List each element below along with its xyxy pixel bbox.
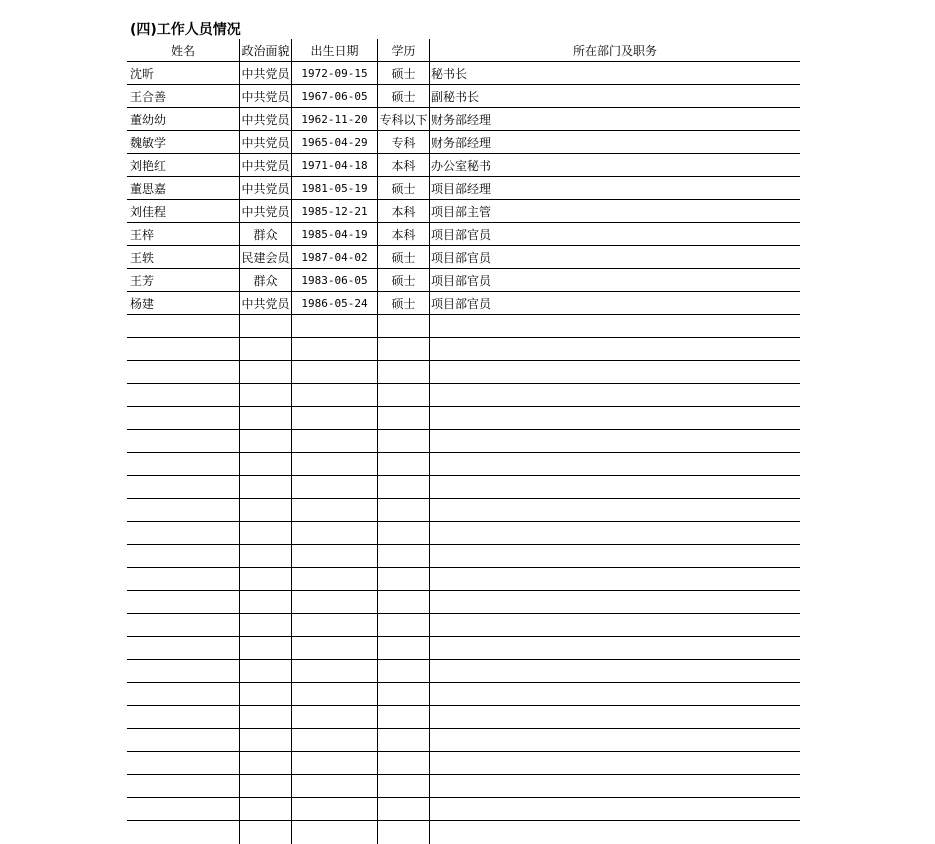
cell-birth [291,614,377,636]
cell-birth [291,430,377,452]
cell-education [377,568,429,590]
cell-political [239,407,291,429]
cell-education [377,752,429,774]
cell-position: 财务部经理 [429,131,800,153]
empty-table-row [127,706,800,729]
table-header-row [127,39,800,62]
cell-position [429,361,800,383]
cell-education [377,430,429,452]
cell-education: 硕士 [377,269,429,291]
cell-position [429,706,800,728]
empty-table-row [127,775,800,798]
cell-birth [291,338,377,360]
cell-name: 王轶 [130,250,155,265]
cell-education: 本科 [377,154,429,176]
table-row [127,292,800,315]
cell-position [429,453,800,475]
cell-political: 中共党员 [239,154,291,176]
cell-position [429,522,800,544]
cell-birth [291,453,377,475]
cell-position [429,430,800,452]
cell-name: 董思嘉 [130,181,167,196]
cell-education [377,499,429,521]
cell-political: 群众 [239,223,291,245]
cell-political [239,821,291,844]
header-name: 姓名 [170,43,195,58]
cell-position: 项目部官员 [429,223,800,245]
cell-education [377,729,429,751]
cell-name: 魏敏学 [130,135,167,150]
cell-name: 刘佳程 [130,204,167,219]
cell-political: 民建会员 [239,246,291,268]
cell-political [239,683,291,705]
cell-birth: 1971-04-18 [291,154,377,176]
cell-birth: 1983-06-05 [291,269,377,291]
table-row [127,131,800,154]
cell-name: 沈昕 [130,66,155,81]
cell-political [239,591,291,613]
cell-birth [291,729,377,751]
cell-name [127,499,239,521]
empty-table-row [127,637,800,660]
empty-table-row [127,545,800,568]
cell-political [239,568,291,590]
empty-table-row [127,384,800,407]
cell-political [239,752,291,774]
empty-table-row [127,591,800,614]
cell-position [429,775,800,797]
cell-birth [291,660,377,682]
cell-birth: 1986-05-24 [291,292,377,314]
empty-table-row [127,499,800,522]
cell-position: 项目部经理 [429,177,800,199]
cell-position [429,476,800,498]
cell-education [377,338,429,360]
cell-birth [291,568,377,590]
cell-political [239,660,291,682]
cell-birth [291,591,377,613]
cell-position [429,798,800,820]
cell-position [429,821,800,844]
empty-table-row [127,430,800,453]
cell-political [239,315,291,337]
cell-name [127,729,239,751]
cell-position: 副秘书长 [429,85,800,107]
cell-name [127,338,239,360]
cell-name [127,384,239,406]
cell-position: 项目部官员 [429,269,800,291]
cell-education [377,361,429,383]
cell-education: 专科 [377,131,429,153]
table-row [127,154,800,177]
empty-table-row [127,752,800,775]
section-title: (四)工作人员情况 [130,22,241,38]
cell-name [127,361,239,383]
empty-table-row [127,568,800,591]
cell-political [239,522,291,544]
cell-birth [291,752,377,774]
cell-birth: 1981-05-19 [291,177,377,199]
cell-name [127,407,239,429]
cell-birth [291,545,377,567]
cell-birth: 1972-09-15 [291,62,377,84]
cell-education [377,476,429,498]
cell-education: 专科以下 [377,108,429,130]
cell-birth [291,821,377,844]
cell-name [127,821,239,844]
cell-name [127,522,239,544]
cell-birth [291,407,377,429]
empty-table-row [127,407,800,430]
cell-name [127,568,239,590]
cell-birth [291,637,377,659]
cell-position [429,407,800,429]
cell-education [377,453,429,475]
cell-birth: 1987-04-02 [291,246,377,268]
cell-political: 中共党员 [239,177,291,199]
cell-political [239,453,291,475]
cell-political [239,775,291,797]
cell-political: 中共党员 [239,62,291,84]
header-position: 所在部门及职务 [429,39,800,61]
cell-birth [291,384,377,406]
cell-education: 本科 [377,200,429,222]
cell-political: 中共党员 [239,131,291,153]
cell-political [239,729,291,751]
cell-name [127,775,239,797]
cell-position [429,660,800,682]
cell-political: 中共党员 [239,292,291,314]
cell-position [429,384,800,406]
cell-political [239,706,291,728]
cell-name: 杨建 [130,296,155,311]
empty-table-row [127,476,800,499]
cell-position: 财务部经理 [429,108,800,130]
cell-position: 项目部主管 [429,200,800,222]
cell-name [127,453,239,475]
cell-political: 群众 [239,269,291,291]
cell-education [377,775,429,797]
cell-political: 中共党员 [239,108,291,130]
cell-birth: 1965-04-29 [291,131,377,153]
cell-name [127,545,239,567]
cell-education [377,315,429,337]
cell-education [377,545,429,567]
table-row [127,85,800,108]
empty-table-row [127,729,800,752]
cell-education [377,660,429,682]
cell-birth: 1985-04-19 [291,223,377,245]
empty-table-row [127,821,800,844]
cell-birth [291,775,377,797]
cell-name: 王合善 [130,89,167,104]
cell-political [239,637,291,659]
cell-name [127,683,239,705]
cell-birth [291,361,377,383]
cell-position [429,729,800,751]
header-political: 政治面貌 [239,39,291,61]
table-row [127,246,800,269]
cell-birth: 1985-12-21 [291,200,377,222]
cell-education [377,821,429,844]
cell-education [377,614,429,636]
cell-name: 刘艳红 [130,158,167,173]
staff-table [127,39,800,844]
table-body [127,62,800,844]
cell-political [239,614,291,636]
cell-education [377,798,429,820]
cell-position: 办公室秘书 [429,154,800,176]
cell-name [127,660,239,682]
cell-name: 王梓 [130,227,155,242]
cell-education [377,706,429,728]
cell-political [239,499,291,521]
table-row [127,200,800,223]
cell-birth [291,522,377,544]
empty-table-row [127,338,800,361]
cell-name [127,798,239,820]
cell-political [239,338,291,360]
cell-position [429,568,800,590]
cell-political [239,798,291,820]
cell-birth: 1967-06-05 [291,85,377,107]
cell-name: 董幼幼 [130,112,167,127]
cell-position: 项目部官员 [429,246,800,268]
cell-education: 本科 [377,223,429,245]
cell-political [239,384,291,406]
cell-position [429,338,800,360]
cell-birth [291,315,377,337]
header-birth: 出生日期 [291,39,377,61]
cell-education [377,522,429,544]
cell-education [377,384,429,406]
cell-political: 中共党员 [239,85,291,107]
cell-birth [291,499,377,521]
cell-education [377,591,429,613]
empty-table-row [127,361,800,384]
empty-table-row [127,683,800,706]
cell-birth [291,476,377,498]
cell-position [429,637,800,659]
empty-table-row [127,522,800,545]
cell-position [429,499,800,521]
cell-position [429,752,800,774]
table-row [127,108,800,131]
empty-table-row [127,315,800,338]
cell-name [127,637,239,659]
cell-education: 硕士 [377,292,429,314]
cell-name [127,476,239,498]
table-row [127,62,800,85]
empty-table-row [127,453,800,476]
cell-position [429,545,800,567]
cell-education: 硕士 [377,85,429,107]
cell-name: 王芳 [130,273,155,288]
cell-education: 硕士 [377,246,429,268]
cell-education: 硕士 [377,62,429,84]
table-row [127,269,800,292]
cell-position [429,683,800,705]
cell-birth [291,706,377,728]
cell-political [239,430,291,452]
empty-table-row [127,798,800,821]
empty-table-row [127,614,800,637]
cell-birth [291,683,377,705]
cell-position [429,315,800,337]
cell-name [127,614,239,636]
cell-political [239,545,291,567]
cell-position: 秘书长 [429,62,800,84]
cell-political [239,361,291,383]
cell-education: 硕士 [377,177,429,199]
cell-name [127,591,239,613]
cell-political: 中共党员 [239,200,291,222]
cell-education [377,407,429,429]
cell-birth [291,798,377,820]
cell-education [377,637,429,659]
cell-position [429,614,800,636]
header-education: 学历 [377,39,429,61]
cell-political [239,476,291,498]
cell-birth: 1962-11-20 [291,108,377,130]
cell-name [127,706,239,728]
table-row [127,177,800,200]
cell-position [429,591,800,613]
cell-name [127,752,239,774]
empty-table-row [127,660,800,683]
cell-name [127,315,239,337]
cell-education [377,683,429,705]
table-row [127,223,800,246]
cell-name [127,430,239,452]
cell-position: 项目部官员 [429,292,800,314]
